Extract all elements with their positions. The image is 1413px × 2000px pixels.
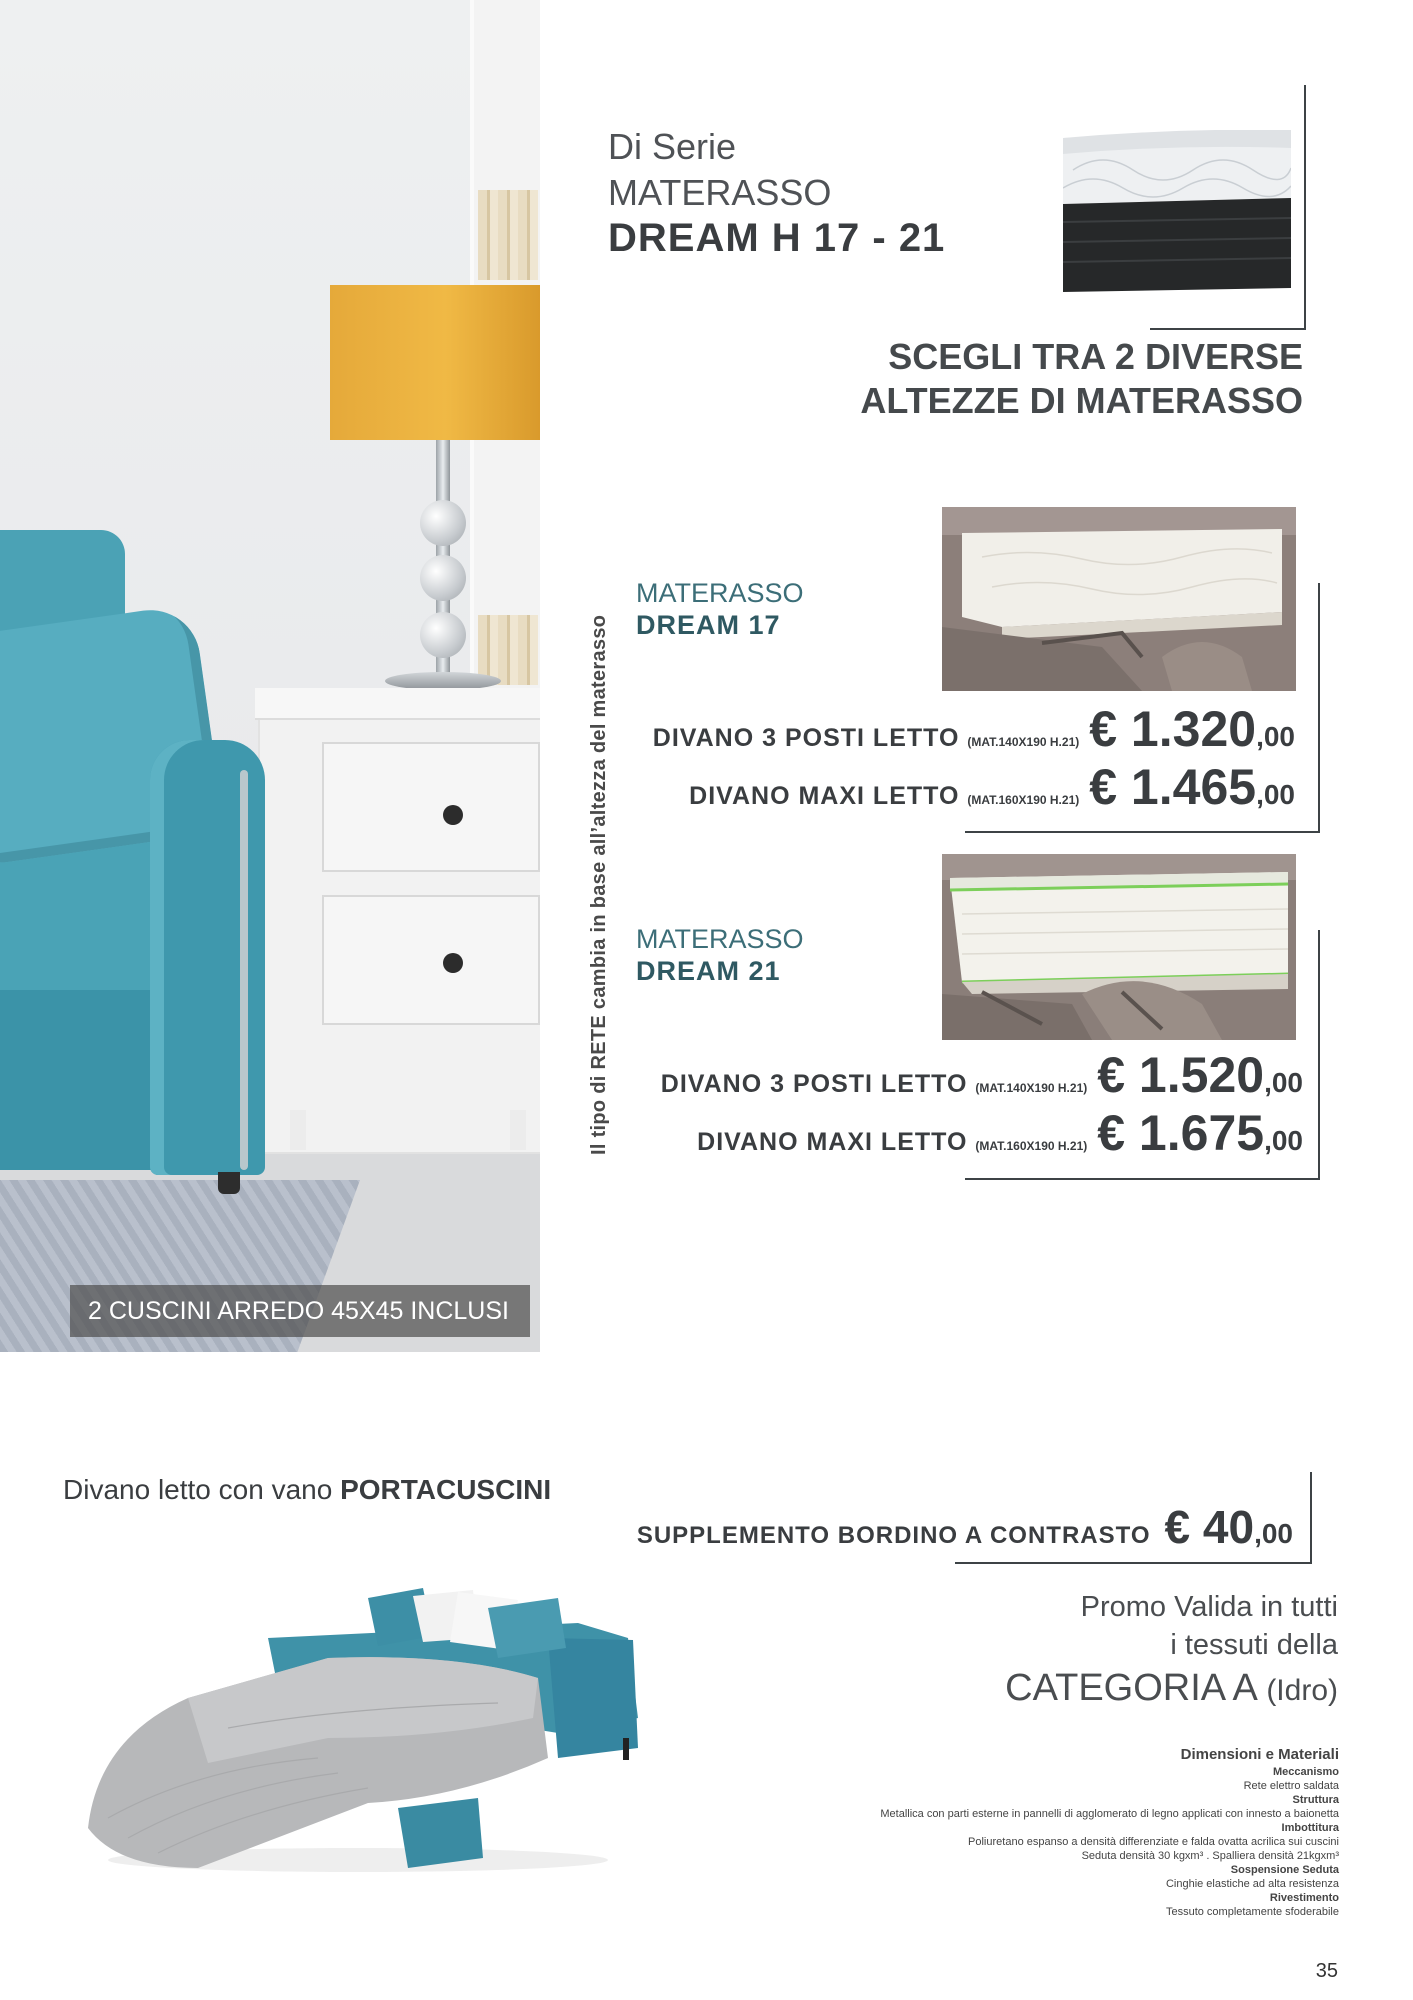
promo-category: CATEGORIA A: [1005, 1667, 1256, 1709]
supplement-row: [637, 1500, 1293, 1554]
dresser-drawer: [322, 742, 540, 872]
drawer-knob: [443, 805, 463, 825]
price-cents: ,00: [1256, 779, 1295, 810]
spec-heading: Sospensione Seduta: [1230, 1864, 1339, 1876]
dream17-name: DREAM 17: [636, 610, 781, 640]
lamp-glass-ball: [420, 555, 466, 601]
supplement-label: SUPPLEMENTO BORDINO A CONTRASTO: [636, 1522, 1151, 1549]
promo-line2: i tessuti della: [1170, 1629, 1338, 1661]
frame-line: [1150, 328, 1306, 330]
choose-heading-line1: SCEGLI TRA 2 DIVERSE: [888, 336, 1303, 377]
promo-category-note: (Idro): [1266, 1674, 1338, 1707]
product-name: DIVANO MAXI LETTO: [689, 782, 960, 810]
spec-text: Tessuto completamente sfoderabile: [1165, 1906, 1339, 1918]
price-row: [661, 1046, 1303, 1102]
dream17-label: MATERASSO: [636, 578, 804, 608]
dream21-name: DREAM 21: [636, 956, 781, 986]
specs-block: [639, 1746, 1339, 1919]
promo-line3: [918, 1664, 1338, 1715]
price-cents: ,00: [1264, 1067, 1303, 1098]
dresser-drawer: [322, 895, 540, 1025]
sofa-piping: [240, 770, 248, 1170]
spec-text: Seduta densità 30 kgxm³ . Spalliera densità 21kgxm³: [1081, 1850, 1339, 1862]
frame-line: [1304, 85, 1306, 330]
price-row: [697, 1104, 1303, 1160]
promo-note: [918, 1588, 1338, 1715]
specs-title: Dimensioni e Materiali: [1180, 1746, 1339, 1763]
supplement-cents: ,00: [1254, 1518, 1293, 1549]
supplement-price: € 40: [1164, 1501, 1255, 1553]
spec-heading: Imbottitura: [1281, 1822, 1339, 1834]
mattress-image: [1063, 130, 1291, 304]
mattress-spec: (MAT.140X190 H.21): [975, 1081, 1088, 1095]
header-materasso: MATERASSO: [608, 172, 832, 213]
lamp-shade: [330, 285, 540, 440]
price: € 1.465: [1089, 759, 1257, 815]
spec-text: Cinghie elastiche ad alta resistenza: [1165, 1878, 1339, 1890]
portacuscini-caption: [63, 1474, 551, 1506]
mattress-spec: (MAT.140X190 H.21): [967, 735, 1080, 749]
room-photo: [0, 0, 540, 1352]
frame-line: [965, 1178, 1320, 1180]
price-cents: ,00: [1264, 1125, 1303, 1156]
frame-line: [965, 831, 1320, 833]
spec-text: Rete elettro saldata: [1243, 1780, 1339, 1792]
lamp-glass-ball: [420, 500, 466, 546]
frame-line: [1310, 1472, 1312, 1564]
choose-heading-line2: ALTEZZE DI MATERASSO: [860, 380, 1303, 421]
portacuscini-prefix: Divano letto con vano: [63, 1474, 341, 1505]
sofa-foot: [218, 1172, 240, 1194]
cushions-included-tag: 2 CUSCINI ARREDO 45X45 INCLUSI: [70, 1285, 530, 1337]
mattress-spec: (MAT.160X190 H.21): [975, 1139, 1088, 1153]
product-name: DIVANO MAXI LETTO: [697, 1128, 968, 1156]
dream17-bed-image: [942, 507, 1296, 691]
price: € 1.675: [1097, 1105, 1265, 1161]
frame-line: [1318, 930, 1320, 1180]
price-row: [653, 700, 1295, 756]
price: € 1.520: [1097, 1047, 1265, 1103]
product-name: DIVANO 3 POSTI LETTO: [652, 724, 960, 752]
frame-line: [955, 1562, 1312, 1564]
sofa-bed-image: [78, 1568, 638, 1878]
lamp-glass-ball: [420, 612, 466, 658]
books: [478, 190, 538, 280]
product-name: DIVANO 3 POSTI LETTO: [660, 1070, 968, 1098]
drawer-knob: [443, 953, 463, 973]
dresser-leg: [290, 1110, 306, 1150]
frame-line: [1318, 583, 1320, 833]
side-note-text: Il tipo di RETE cambia in base all’altezza del materasso: [588, 614, 610, 1155]
price-row: [689, 758, 1295, 814]
dream21-label: MATERASSO: [636, 924, 804, 954]
spec-text: Poliuretano espanso a densità differenziate e falda ovatta acrilica sui cuscini: [968, 1836, 1339, 1848]
spec-heading: Meccanismo: [1272, 1766, 1339, 1778]
mattress-spec: (MAT.160X190 H.21): [967, 793, 1080, 807]
spec-heading: Struttura: [1292, 1794, 1339, 1806]
portacuscini-bold: PORTACUSCINI: [340, 1474, 552, 1505]
price-cents: ,00: [1256, 721, 1295, 752]
dresser-leg: [510, 1110, 526, 1150]
header-product-title: DREAM H 17 - 21: [608, 216, 946, 260]
header-di-serie: Di Serie: [608, 126, 737, 167]
dream21-bed-image: [942, 854, 1296, 1040]
spec-text: Metallica con parti esterne in pannelli di agglomerato di legno applicati con innesto a baionetta: [880, 1808, 1339, 1820]
promo-line1: Promo Valida in tutti: [1080, 1591, 1338, 1623]
page-number: 35: [1315, 1960, 1338, 1982]
spec-heading: Rivestimento: [1269, 1892, 1339, 1904]
price: € 1.320: [1089, 701, 1257, 757]
dresser-top: [255, 688, 540, 720]
